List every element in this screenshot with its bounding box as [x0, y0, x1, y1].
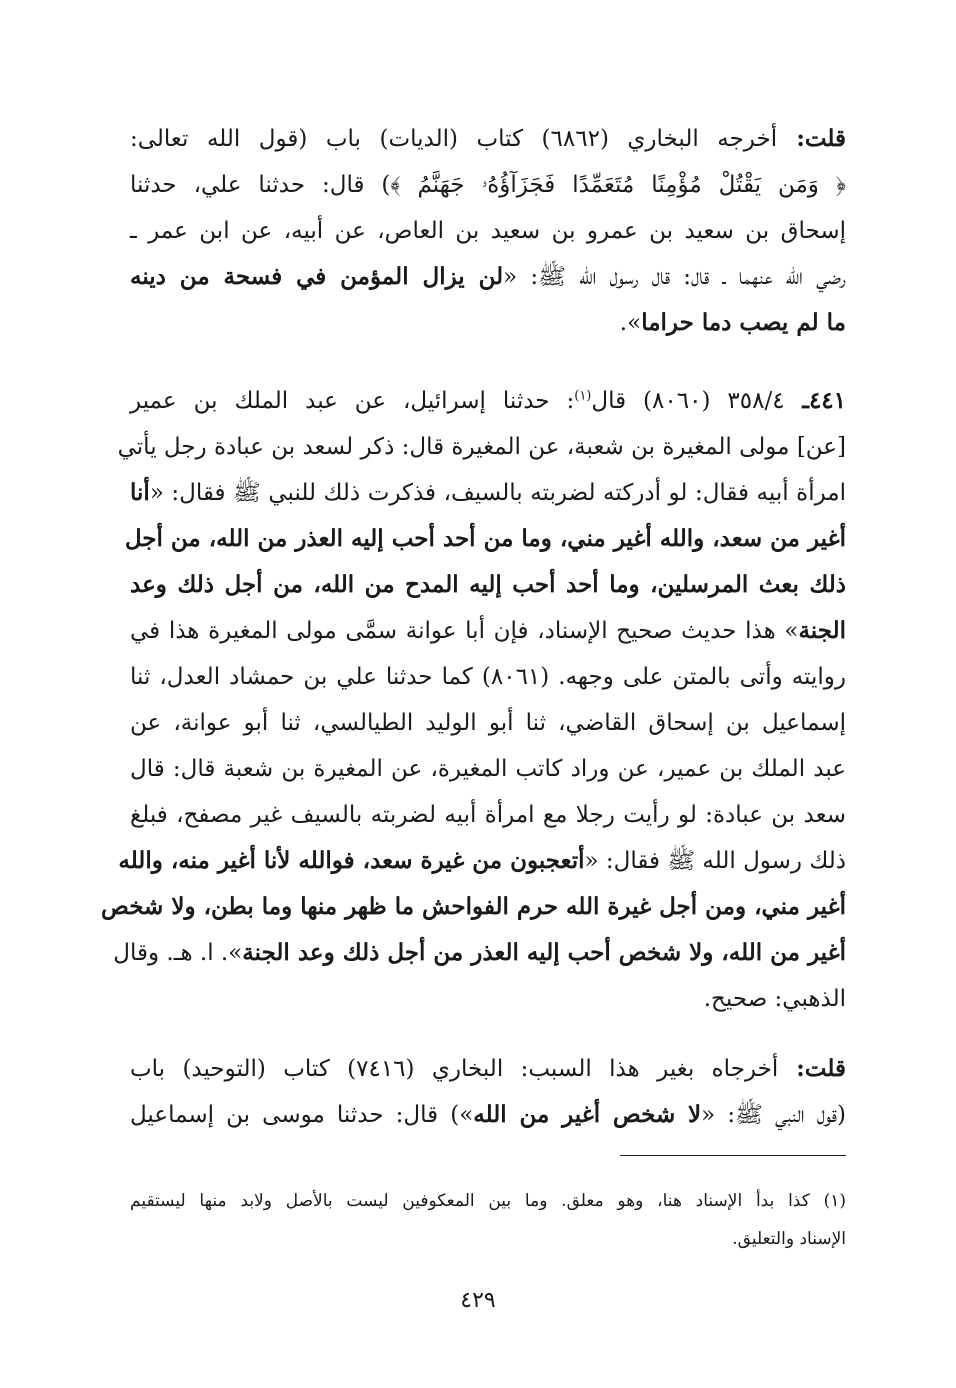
hadith-text: أغير مني، ومن أجل غيرة الله حرم الفواحش ما ظهر منها وما بطن، ولا شخص: [101, 893, 846, 920]
hadith-text: الجنة: [798, 617, 846, 644]
text-line: (قول النبي ﷺ: «لا شخص أغير من الله») قال: حدثنا موسى بن إسماعيل: [130, 1101, 847, 1128]
text-line: إسحاق بن سعيد بن عمرو بن سعيد بن العاص، عن أبيه، عن ابن عمر ـ: [130, 218, 846, 244]
text-line: [124, 516, 846, 562]
footnote-line: الإسناد والتعليق.: [732, 1229, 846, 1249]
text-line: [101, 884, 846, 930]
text-line: إسماعيل بن إسحاق القاضي، ثنا أبو الوليد الطيالسي، ثنا أبو عوانة، عن: [130, 710, 846, 736]
text-line: ٤٤١ـ ٣٥٨/٤ (٨٠٦٠) قال$^{(١)}$: حدثنا إسرائيل، عن عبد الملك بن عمير: [130, 387, 847, 414]
hadith-text: أتعجبون من غيرة سعد، فوالله لأنا أغير منه، والله: [118, 847, 585, 874]
text-line: الذهبي: صحيح.: [703, 986, 846, 1012]
text-line: ما لم يصب دما حراما».: [619, 309, 846, 336]
footnote-line: (١) كذا بدأ الإسناد هنا، وهو معلق. وما بين المعكوفين ليست بالأصل ولابد منها ليستقيم: [130, 1191, 846, 1211]
hadith-text: لا شخص أغير من الله: [473, 1101, 702, 1128]
paragraph-hadith-441: [101, 378, 847, 1022]
text-line: سعد بن عبادة: لو رأيت رجلا مع امرأة أبيه لضربته بالسيف غير مصفح، فبلغ: [130, 802, 846, 828]
footnote-separator: [620, 1155, 846, 1156]
qultu-label: قلت:: [778, 1055, 846, 1082]
page-number: ٤٢٩: [460, 1288, 496, 1313]
text-line: امرأة أبيه فقال: لو أدركته لضربته بالسيف، فذكرت ذلك للنبي ﷺ فقال: «أنا: [130, 479, 846, 506]
hadith-number: ٤٤١ـ: [784, 387, 847, 414]
text-line: قلت: أخرجه البخاري (٦٨٦٢) كتاب (الديات) باب (قول الله تعالى:: [130, 125, 847, 152]
quran-verse: ﴿ وَمَن يَقْتُلْ مُؤْمِنًا مُتَعَمِّدًا فَجَزَآؤُهُۥ جَهَنَّمُ ﴾) قال: حدثنا علي، حدثنا: [130, 172, 846, 198]
text-line: أغير من الله، ولا شخص أحب إليه العذر من أجل ذلك وعد الجنة». ا. هـ. وقال: [113, 939, 846, 966]
hadith-text: ذلك بعث المرسلين، وما أحد أحب إليه المدح من الله، من أجل ذلك وعد: [130, 571, 846, 598]
text-line: روايته وأتى بالمتن على وجهه. (٨٠٦١) كما حدثنا علي بن حمشاد العدل، ثنا: [130, 664, 847, 690]
text-line: [130, 162, 846, 208]
text-line: رضي الله عنهما ـ قال: قال رسول الله ﷺ: «لن يزال المؤمن في فسحة من دينه: [130, 263, 846, 290]
qultu-label: قلت:: [777, 125, 847, 152]
text-line: عبد الملك بن عمير، عن وراد كاتب المغيرة، عن المغيرة بن شعبة قال: قال: [130, 756, 846, 782]
paragraph-commentary-1: [130, 116, 846, 346]
footnote-marker: (١): [574, 388, 592, 404]
hadith-text: أغير من الله، ولا شخص أحب إليه العذر من أجل ذلك وعد الجنة: [242, 939, 846, 966]
text-line: ذلك رسول الله ﷺ فقال: «أتعجبون من غيرة سعد، فوالله لأنا أغير منه، والله: [118, 847, 846, 874]
hadith-text: أغير من سعد، والله أغير مني، وما من أحد أحب إليه العذر من الله، من أجل: [124, 525, 846, 552]
hadith-text: لن يزال المؤمن في فسحة من دينه: [130, 263, 504, 290]
text-line: قلت: أخرجاه بغير هذا السبب: البخاري (٧٤١٦) كتاب (التوحيد) باب: [130, 1055, 846, 1082]
text-line: [عن] مولى المغيرة بن شعبة، عن المغيرة قال: ذكر لسعد بن عبادة رجل يأتي: [117, 434, 846, 460]
text-line: الجنة» هذا حديث صحيح الإسناد، فإن أبا عوانة سمَّى مولى المغيرة هذا في: [130, 617, 846, 644]
text-line: [130, 562, 846, 608]
hadith-text: ما لم يصب دما حراما: [641, 309, 846, 336]
paragraph-commentary-2: [130, 1046, 846, 1138]
hadith-text: أنا: [130, 479, 150, 506]
footnote: [130, 1182, 846, 1258]
